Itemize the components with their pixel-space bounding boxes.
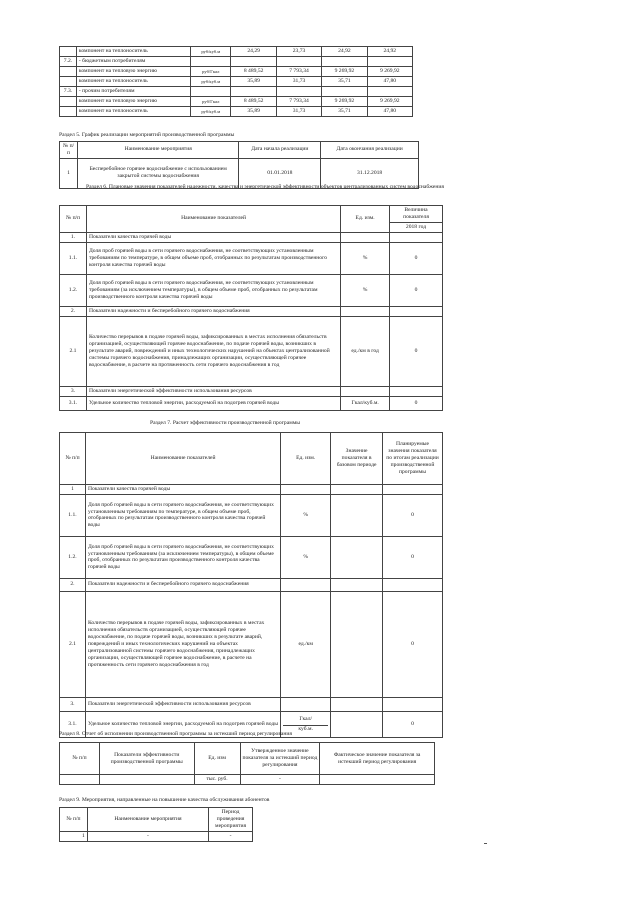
tariff-row — [60, 66, 413, 76]
tariff-row-value: 9 269,92 — [322, 66, 367, 76]
efficiency-name: Показатели надежности и бесперебойного горячего водоснабжения — [85, 578, 280, 591]
s5-row-name: Бесперебойное горячее водоснабжение с использованием закрытой системы водоснабжения — [77, 158, 239, 188]
tariff-row-name: - бюджетным потребителям — [76, 56, 190, 66]
tariff-row-value: 31,73 — [276, 106, 321, 116]
tariff-row-value: 35,71 — [322, 76, 367, 86]
s6-header-year: 2018 год — [390, 222, 443, 232]
indicator-num: 2.1 — [60, 316, 87, 386]
s5-header-end: Дата окончания реализации — [321, 142, 419, 159]
s7-header-planned: Планируемые значения показателя по итогам реализации производственной программы — [383, 433, 443, 485]
efficiency-num: 3.1. — [60, 711, 86, 737]
indicator-row — [60, 242, 443, 274]
indicator-value: 0 — [390, 242, 443, 274]
tariff-row-unit — [191, 56, 231, 66]
efficiency-unit — [281, 591, 331, 697]
tariff-row-value: 35,89 — [231, 106, 276, 116]
indicator-name: Показатели энергетической эффективности использования ресурсов — [86, 386, 340, 396]
efficiency-base — [331, 697, 383, 711]
tariff-row-value: 24,29 — [231, 47, 276, 57]
s7-header-base: Значение показателя в базовом периоде — [331, 433, 383, 485]
tariff-row-value — [322, 56, 367, 66]
tariff-row-num — [60, 47, 77, 57]
tariff-table — [59, 46, 413, 117]
s8-header-actual: Фактическое значение показателя за истекший период регулирования — [320, 743, 435, 775]
tariff-row-value: 24,92 — [322, 47, 367, 57]
efficiency-planned: 0 — [383, 536, 443, 578]
efficiency-planned — [383, 578, 443, 591]
tariff-row-value — [276, 56, 321, 66]
indicator-value: 0 — [390, 316, 443, 386]
tariff-row-value: 24,92 — [367, 47, 412, 57]
efficiency-num: 2. — [60, 578, 86, 591]
section8-title: Раздел 8. Отчет об исполнении производственной программы за истекший период регулирования — [59, 731, 292, 737]
section6-title: Раздел 6. Плановые значения показателей надежности, качества и энергетической эффективности объектов централизованных систем водоснабжения — [86, 184, 444, 190]
s5-header-name: Наименование мероприятия — [77, 142, 239, 159]
s9-row-period: - — [209, 831, 253, 841]
efficiency-base — [331, 578, 383, 591]
efficiency-planned — [383, 697, 443, 711]
s7-header-name: Наименование показателей — [85, 433, 280, 485]
tariff-row-name: - прочим потребителям — [76, 86, 190, 96]
efficiency-row — [60, 591, 443, 697]
efficiency-planned — [383, 485, 443, 495]
efficiency-planned: 0 — [383, 591, 443, 697]
s6-header-value: Величина показателя — [390, 206, 443, 223]
efficiency-unit-text: % — [303, 553, 309, 560]
tariff-row — [60, 47, 413, 57]
section7-table — [59, 432, 443, 738]
section5-table — [59, 141, 419, 189]
efficiency-unit — [281, 485, 331, 495]
s9-row-name: - — [87, 831, 208, 841]
section9-title: Раздел 9. Мероприятия, направленные на повышение качества обслуживания абонентов — [59, 797, 270, 803]
efficiency-unit-text: ед./км — [298, 640, 313, 647]
s8-unit: тыс. руб. — [194, 775, 240, 785]
efficiency-base — [331, 485, 383, 495]
s7-header-num: № п/п — [60, 433, 86, 485]
s8-cell — [99, 775, 194, 785]
indicator-name: Доля проб горячей воды в сети горячего водоснабжения, не соответствующих установленным требованиям (за исключением температуры), в общем объеме проб, отобранных по результатам производственного контроля качества горячей воды — [86, 274, 340, 306]
indicator-row — [60, 396, 443, 410]
indicator-num: 1.1. — [60, 242, 87, 274]
efficiency-name: Удельное количество тепловой энергии, расходуемой на подогрев горячей воды — [85, 711, 280, 737]
efficiency-name: Доля проб горячей воды в сети горячего водоснабжения, не соответствующих установленным требованиям по температуре, в общем объеме проб, отобранных по результатам производственного контроля качества горячей воды — [85, 494, 280, 536]
section8-table — [59, 742, 435, 785]
indicator-num: 3. — [60, 386, 87, 396]
tariff-row-unit: руб/куб.м — [191, 47, 231, 57]
indicator-unit: Гкал/куб.м. — [341, 396, 390, 410]
indicator-row — [60, 386, 443, 396]
indicator-value — [390, 386, 443, 396]
indicator-name: Количество перерывов в подаче горячей воды, зафиксированных в местах исполнения обязательств организацией, осуществляющей горячее водоснабжение, по подаче горячей воды, возникших в результате аварий, повреждений и иных технологических нарушений на объектах централизованной системы горячего водоснабжения, принадлежащих организации, осуществляющей горячее водоснабжение, в расчете на протяженность сети горячего водоснабжения в год — [86, 316, 340, 386]
efficiency-unit-text: Гкал/ — [299, 715, 313, 722]
efficiency-name: Доля проб горячей воды в сети горячего водоснабжения, не соответствующих установленным требованиям (за исключением температуры), в общем объеме проб, отобранных по результатам производственного контроля качества горячей воды — [85, 536, 280, 578]
s8-header-name: Показатели эффективности производственной программы — [99, 743, 194, 775]
indicator-name: Показатели надежности и бесперебойного горячего водоснабжения — [86, 306, 340, 316]
s8-cell — [60, 775, 100, 785]
tariff-row-value: 7 793,34 — [276, 66, 321, 76]
efficiency-row — [60, 494, 443, 536]
s9-header-name: Наименование мероприятия — [87, 808, 208, 832]
indicator-num: 3.1. — [60, 396, 87, 410]
indicator-row — [60, 274, 443, 306]
s8-header-num: № п/п — [60, 743, 100, 775]
indicator-name: Удельное количество тепловой энергии, расходуемой на подогрев горячей воды — [86, 396, 340, 410]
tariff-row-value: 8 489,52 — [231, 96, 276, 106]
s9-row-num: 1 — [60, 831, 88, 841]
tariff-row-value: 47,80 — [367, 76, 412, 86]
efficiency-unit — [281, 536, 331, 578]
tariff-row-value: 23,73 — [276, 47, 321, 57]
tariff-row-name: компонент на тепловую энергию — [76, 66, 190, 76]
efficiency-num: 2.1 — [60, 591, 86, 697]
section7-title: Раздел 7. Расчет эффективности производственной программы — [150, 420, 301, 426]
indicator-num: 2. — [60, 306, 87, 316]
tariff-row-name: компонент на теплоноситель — [76, 76, 190, 86]
efficiency-num: 3. — [60, 697, 86, 711]
efficiency-base — [331, 536, 383, 578]
efficiency-base — [331, 494, 383, 536]
efficiency-base — [331, 711, 383, 737]
tariff-row — [60, 106, 413, 116]
tariff-row-num: 7.3. — [60, 86, 77, 96]
efficiency-name: Показатели энергетической эффективности использования ресурсов — [85, 697, 280, 711]
tariff-row-value — [231, 56, 276, 66]
tariff-row-num — [60, 66, 77, 76]
section5-title: Раздел 5. График реализации мероприятий производственной программы — [59, 132, 235, 138]
tariff-row-value — [276, 86, 321, 96]
indicator-name: Показатели качества горячей воды — [86, 232, 340, 242]
indicator-unit: ед./км в год — [341, 316, 390, 386]
tariff-row-value: 47,80 — [367, 106, 412, 116]
efficiency-planned: 0 — [383, 711, 443, 737]
tariff-row-value: 35,71 — [322, 106, 367, 116]
indicator-row — [60, 306, 443, 316]
tariff-row-value: 31,73 — [276, 76, 321, 86]
efficiency-num: 1.1. — [60, 494, 86, 536]
efficiency-base — [331, 591, 383, 697]
efficiency-name: Показатели качества горячей воды — [85, 485, 280, 495]
indicator-value: 0 — [390, 274, 443, 306]
efficiency-row — [60, 578, 443, 591]
tariff-row-name: компонент на тепловую энергию — [76, 96, 190, 106]
s9-header-num: № п/п — [60, 808, 88, 832]
tariff-row-value: 8 489,52 — [231, 66, 276, 76]
tariff-row-value — [367, 56, 412, 66]
indicator-name: Доля проб горячей воды в сети горячего водоснабжения, не соответствующих установленным требованиям по температуре, в общем объеме проб, отобранных по результатам производственного контроля качества горячей воды — [86, 242, 340, 274]
efficiency-name: Количество перерывов в подаче горячей воды, зафиксированных в местах исполнения обязательств организацией, осуществляющей горячее водоснабжение, по подаче горячей воды, возникших в результате аварий, повреждений и иных технологических нарушений на объектах централизованной системы горячего водоснабжения, принадлежащих организации, осуществляющей горячее водоснабжение, в расчете на протяженность сети горячего водоснабжения в год — [85, 591, 280, 697]
tariff-row — [60, 96, 413, 106]
tariff-row-num: 7.2. — [60, 56, 77, 66]
indicator-value: 0 — [390, 396, 443, 410]
s5-header-start: Дата начала реализации — [239, 142, 321, 159]
scan-mark — [484, 843, 487, 844]
tariff-row-name: компонент на теплоноситель — [76, 106, 190, 116]
indicator-row — [60, 316, 443, 386]
tariff-row — [60, 56, 413, 66]
efficiency-row — [60, 697, 443, 711]
indicator-value — [390, 232, 443, 242]
efficiency-num: 1 — [60, 485, 86, 495]
efficiency-unit-text: куб.м. — [283, 725, 328, 733]
s8-approved-value: - — [240, 775, 320, 785]
efficiency-row — [60, 485, 443, 495]
tariff-row-name: компонент на теплоноситель — [76, 47, 190, 57]
indicator-unit — [341, 386, 390, 396]
tariff-row-unit: руб/куб.м — [191, 76, 231, 86]
tariff-row-value — [367, 86, 412, 96]
s6-header-name: Наименование показателей — [86, 206, 340, 233]
s5-row-start: 01.01.2018 — [239, 158, 321, 188]
efficiency-row — [60, 536, 443, 578]
s5-row-end: 31.12.2018 — [321, 158, 419, 188]
efficiency-unit-text: % — [303, 511, 309, 518]
indicator-unit — [341, 306, 390, 316]
tariff-row — [60, 86, 413, 96]
efficiency-unit — [281, 697, 331, 711]
section6-table — [59, 205, 443, 411]
tariff-row-value: 9 269,92 — [367, 66, 412, 76]
s7-header-unit: Ед. изм. — [281, 433, 331, 485]
s8-header-unit: Ед. изм — [194, 743, 240, 775]
s9-header-period: Период проведения мероприятия — [209, 808, 253, 832]
tariff-row — [60, 76, 413, 86]
efficiency-planned: 0 — [383, 494, 443, 536]
tariff-row-unit — [191, 86, 231, 96]
s5-header-num: № п/п — [60, 142, 78, 159]
indicator-unit: % — [341, 242, 390, 274]
indicator-value — [390, 306, 443, 316]
tariff-row-num — [60, 106, 77, 116]
tariff-row-unit: руб/Гкал — [191, 96, 231, 106]
s6-header-num: № п/п — [60, 206, 87, 233]
indicator-unit — [341, 232, 390, 242]
s5-row-num: 1 — [60, 158, 78, 188]
tariff-row-value: 7 793,34 — [276, 96, 321, 106]
tariff-row-value: 9 269,92 — [367, 96, 412, 106]
tariff-row-value: 9 269,92 — [322, 96, 367, 106]
tariff-row-value — [322, 86, 367, 96]
tariff-row-unit: руб/куб.м — [191, 106, 231, 116]
s8-cell — [320, 775, 435, 785]
s8-header-approved: Утвержденное значение показателя за истекший период регулирования — [240, 743, 320, 775]
indicator-num: 1. — [60, 232, 87, 242]
efficiency-unit — [281, 494, 331, 536]
tariff-row-unit: руб/Гкал — [191, 66, 231, 76]
s6-header-unit: Ед. изм. — [341, 206, 390, 233]
efficiency-num: 1.2. — [60, 536, 86, 578]
indicator-unit: % — [341, 274, 390, 306]
tariff-row-num — [60, 96, 77, 106]
tariff-row-value — [231, 86, 276, 96]
efficiency-unit — [281, 578, 331, 591]
indicator-row — [60, 232, 443, 242]
section9-table — [59, 807, 253, 842]
tariff-row-value: 35,89 — [231, 76, 276, 86]
indicator-num: 1.2. — [60, 274, 87, 306]
tariff-row-num — [60, 76, 77, 86]
